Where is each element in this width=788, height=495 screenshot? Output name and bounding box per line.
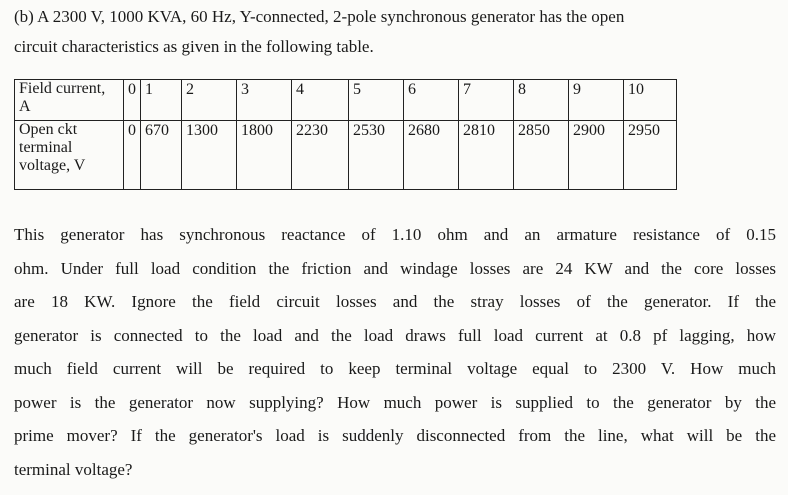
table-cell: 2810 xyxy=(459,121,514,190)
table-cell: 5 xyxy=(349,80,404,121)
problem-line: ohm. Under full load condition the friction and windage losses are 24 KW and the core losses xyxy=(14,258,776,278)
table-row-open-circuit-voltage xyxy=(15,121,677,190)
problem-line: generator is connected to the load and the load draws full load current at 0.8 pf lagging, how xyxy=(14,325,776,345)
table-cell: 670 xyxy=(141,121,182,190)
table-cell: 2 xyxy=(182,80,237,121)
table-cell: 0 xyxy=(124,80,141,121)
table-cell: 3 xyxy=(237,80,292,121)
table-row-field-current xyxy=(15,80,677,121)
table-cell: 2680 xyxy=(404,121,459,190)
intro-line: (b) A 2300 V, 1000 KVA, 60 Hz, Y-connected, 2-pole synchronous generator has the open xyxy=(14,7,625,26)
table-cell: 2850 xyxy=(514,121,569,190)
problem-statement xyxy=(14,218,776,486)
problem-line: power is the generator now supplying? How much power is supplied to the generator by the xyxy=(14,392,776,412)
table-cell: 8 xyxy=(514,80,569,121)
table-cell: 1 xyxy=(141,80,182,121)
table-cell: 2950 xyxy=(624,121,677,190)
problem-line: much field current will be required to keep terminal voltage equal to 2300 V. How much xyxy=(14,359,776,378)
problem-line: This generator has synchronous reactance of 1.10 ohm and an armature resistance of 0.15 xyxy=(14,225,776,244)
problem-line: terminal voltage? xyxy=(14,459,133,479)
table-cell: 10 xyxy=(624,80,677,121)
table-cell: 9 xyxy=(569,80,624,121)
problem-line: are 18 KW. Ignore the field circuit losses and the stray losses of the generator. If the xyxy=(14,292,776,311)
intro-paragraph xyxy=(14,2,784,62)
row-label-field-current: Field current, A xyxy=(15,80,124,121)
table-cell: 1800 xyxy=(237,121,292,190)
problem-line: prime mover? If the generator's load is suddenly disconnected from the line, what will be the xyxy=(14,426,776,445)
table-cell: 7 xyxy=(459,80,514,121)
table-cell: 2900 xyxy=(569,121,624,190)
table-cell: 2530 xyxy=(349,121,404,190)
table-cell: 6 xyxy=(404,80,459,121)
table-cell: 1300 xyxy=(182,121,237,190)
table-cell: 2230 xyxy=(292,121,349,190)
open-circuit-characteristics-table xyxy=(14,79,677,190)
table-cell: 0 xyxy=(124,121,141,190)
table-cell: 4 xyxy=(292,80,349,121)
intro-line: circuit characteristics as given in the following table. xyxy=(14,37,374,56)
row-label-open-circuit-voltage: Open ckt terminal voltage, V xyxy=(15,121,124,190)
